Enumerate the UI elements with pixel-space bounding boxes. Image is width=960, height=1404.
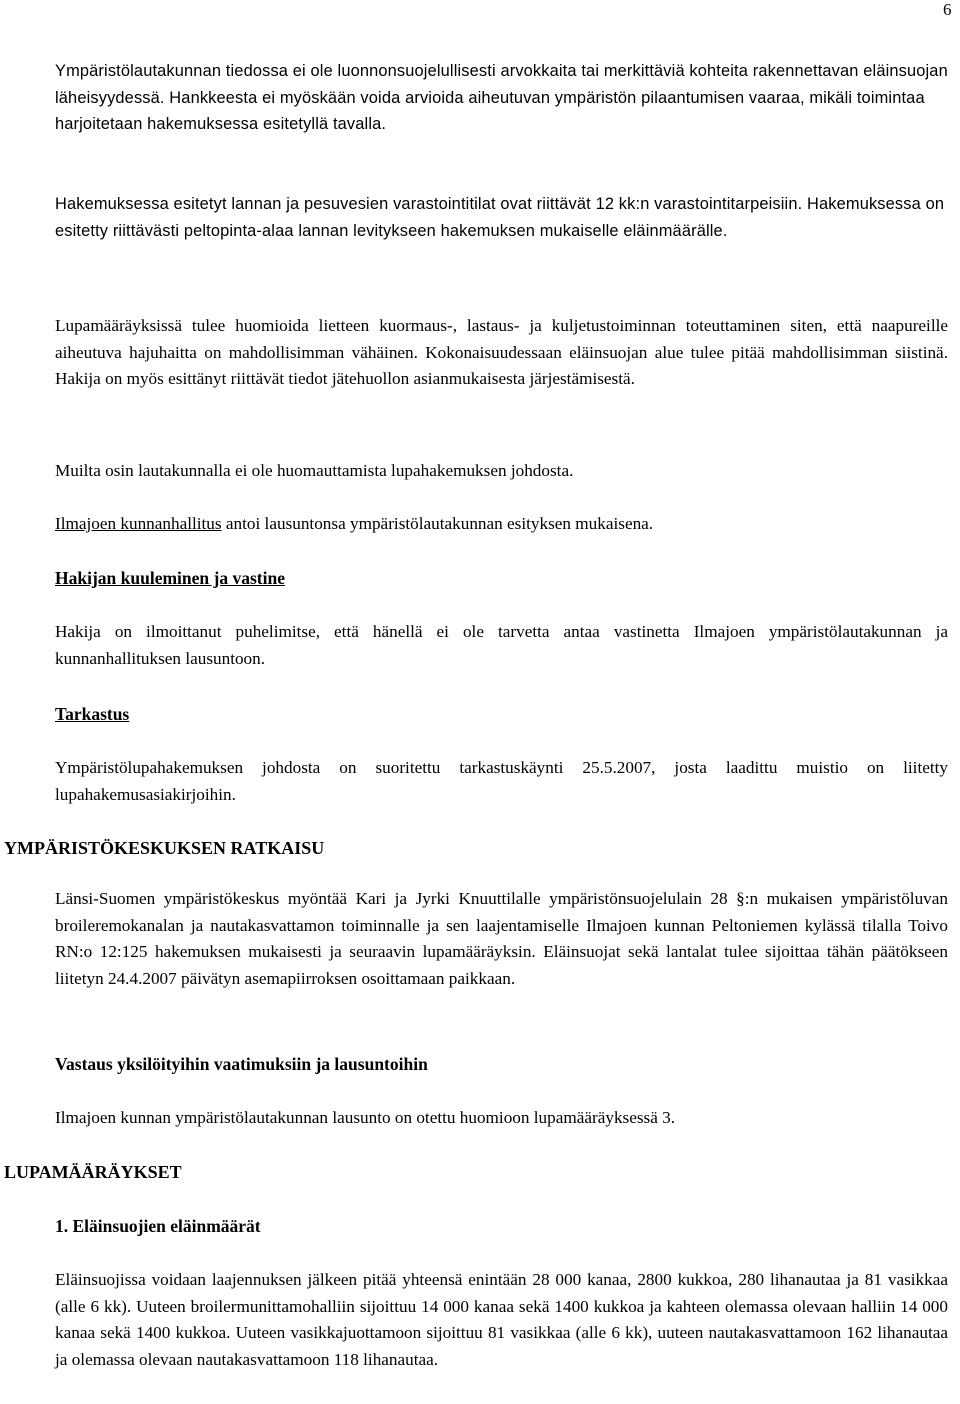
paragraph-animal-numbers: Eläinsuojissa voidaan laajennuksen jälkeen pitää yhteensä enintään 28 000 kanaa, 2800 kukkoa, 280 lihanautaa ja 81 vasikkaa (alle 6 kk). Uuteen broilermunittamohalliin sijoittuu 14 000 kanaa sekä 1400 kukkoa ja kahteen olemassa olevaan halliin 14 000 kanaa sekä 1400 kukkoa. Uuteen vasikkajuottamoon sijoittuu 81 vasikkaa (alle 6 kk), uuteen nautakasvattamoon 162 lihanautaa ja olemassa olevaan nautakasvattamoon 118 lihanautaa. xyxy=(55,1270,948,1370)
municipal-board-name: Ilmajoen kunnanhallitus xyxy=(55,514,222,533)
heading-specified-demands: Vastaus yksilöityihin vaatimuksiin ja lausuntoihin xyxy=(55,1054,428,1074)
paragraph-permit-considerations: Lupamääräyksissä tulee huomioida lietteen kuormaus-, lastaus- ja kuljetustoiminnan toteuttaminen siten, että naapureille aiheutuva hajuhaitta on mahdollisimman vähäinen. Kokonaisuudessaan eläinsuojan alue tulee pitää mahdollisimman siistinä. Hakija on myös esittänyt riittävät tiedot jätehuollon asianmukaisesta järjestämisestä. xyxy=(55,316,948,389)
municipal-board-statement: antoi lausuntonsa ympäristölautakunnan esityksen mukaisena. xyxy=(221,514,654,533)
paragraph-statement-considered: Ilmajoen kunnan ympäristölautakunnan lausunto on otettu huomioon lupamääräyksessä 3. xyxy=(55,1108,676,1127)
heading-permit-regulations: LUPAMÄÄRÄYKSET xyxy=(4,1162,182,1182)
paragraph-inspection-visit: Ympäristölupahakemuksen johdosta on suoritettu tarkastuskäynti 25.5.2007, josta laadittu muistio on liitetty lupahakemusasiakirjoihin. xyxy=(55,758,948,804)
paragraph-decision: Länsi-Suomen ympäristökeskus myöntää Kari ja Jyrki Knuuttilalle ympäristönsuojelulain 28 §:n mukaisen ympäristöluvan broileremokanalan ja nautakasvattamon toiminnalle ja sen laajentamiselle Ilmajoen kunnan Peltoniemen kylässä tilalla Toivo RN:o 12:125 hakemuksen mukaisesti ja seuraavin lupamääräyksin. Eläinsuojat sekä lantalat tulee sijoittaa tähän päätökseen liitetyn 24.4.2007 päivätyn asemapiirroksen osoittamaan paikkaan. xyxy=(55,889,948,989)
paragraph-municipal-board xyxy=(55,511,948,538)
paragraph-nature-values: Ympäristölautakunnan tiedossa ei ole luonnonsuojelullisesti arvokkaita tai merkittäviä kohteita rakennettavan eläinsuojan läheisyydessä. Hankkeesta ei myöskään voida arvioida aiheutuvan ympäristön pilaantumisen vaaraa, mikäli toimintaa harjoitetaan hakemuksessa esitetyllä tavalla. xyxy=(55,62,948,134)
heading-applicant-hearing: Hakijan kuuleminen ja vastine xyxy=(55,568,285,588)
heading-environment-centre-decision: YMPÄRISTÖKESKUKSEN RATKAISU xyxy=(4,838,325,858)
heading-animal-numbers: 1. Eläinsuojien eläinmäärät xyxy=(55,1216,261,1236)
page-number: 6 xyxy=(943,0,952,19)
paragraph-applicant-response: Hakija on ilmoittanut puhelimitse, että hänellä ei ole tarvetta antaa vastinetta Ilmajoen ympäristölautakunnan ja kunnanhallituksen lausuntoon. xyxy=(55,622,948,668)
paragraph-no-remarks: Muilta osin lautakunnalla ei ole huomauttamista lupahakemuksen johdosta. xyxy=(55,461,574,480)
heading-inspection: Tarkastus xyxy=(55,704,130,724)
paragraph-storage-capacity: Hakemuksessa esitetyt lannan ja pesuvesien varastointitilat ovat riittävät 12 kk:n varastointitarpeisiin. Hakemuksessa on esitetty riittävästi peltopinta-alaa lannan levitykseen hakemuksen mukaiselle eläinmäärälle. xyxy=(55,195,945,240)
